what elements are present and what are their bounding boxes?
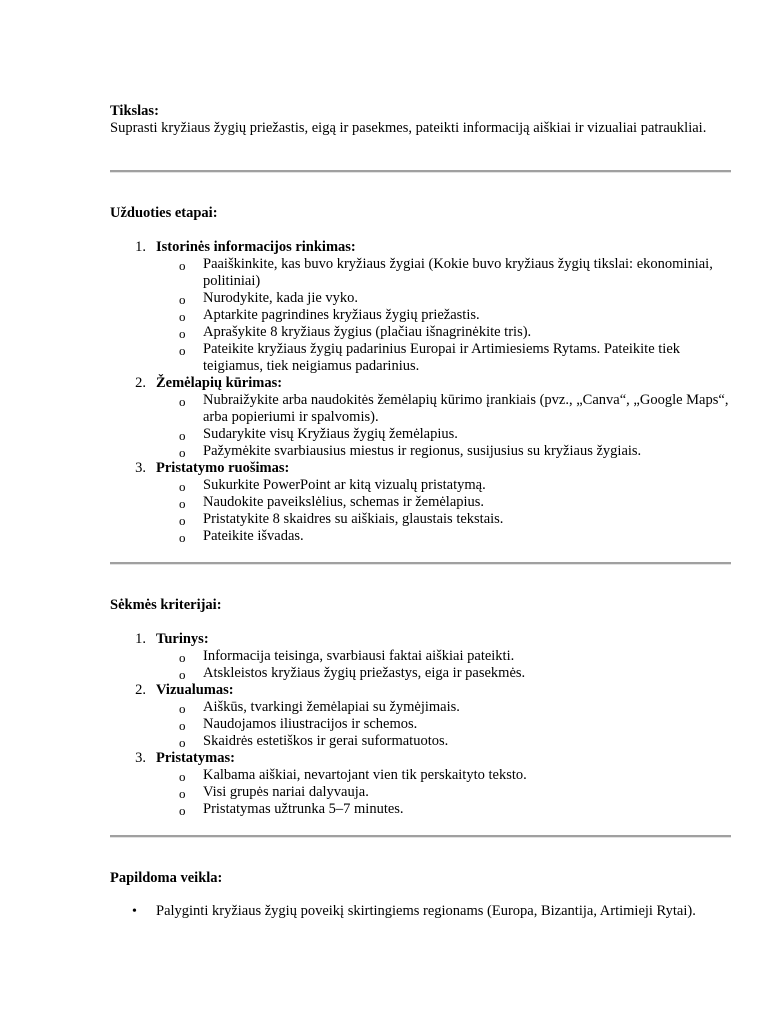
criteria-subitem: Informacija teisinga, svarbiausi faktai aiškiai pateikti.	[203, 648, 515, 664]
stages-subitem: Aprašykite 8 kryžiaus žygius (plačiau išnagrinėkite tris).	[203, 324, 532, 340]
stages-item-title: Žemėlapių kūrimas:	[156, 375, 283, 391]
stages-subitem: Pristatykite 8 skaidres su aiškiais, glaustais tekstais.	[203, 511, 504, 527]
stages-subitem: Nubraižykite arba naudokitės žemėlapių kūrimo įrankiais (pvz., „Canva“, „Google Maps“, arba popieriumi ir spalvomis).	[203, 392, 729, 425]
stages-subitem: Nurodykite, kada jie vyko.	[203, 290, 359, 306]
stages-item-title: Istorinės informacijos rinkimas:	[156, 239, 356, 255]
criteria-subitem: Atskleistos kryžiaus žygių priežastys, eiga ir pasekmės.	[203, 665, 526, 681]
sub-list-marker: o	[179, 496, 186, 511]
bullet-marker: •	[132, 904, 137, 919]
sub-list-marker: o	[179, 479, 186, 494]
sub-list-marker: o	[179, 513, 186, 528]
criteria-item-number: 3.	[135, 750, 146, 766]
criteria-subitem: Naudojamos iliustracijos ir schemos.	[203, 716, 418, 732]
section-divider	[110, 562, 731, 565]
criteria-item-title: Vizualumas:	[156, 682, 234, 698]
sub-list-marker: o	[179, 650, 186, 665]
stages-subitem: Sukurkite PowerPoint ar kitą vizualų pristatymą.	[203, 477, 486, 493]
sub-list-marker: o	[179, 769, 186, 784]
sub-list-marker: o	[179, 803, 186, 818]
stages-item-number: 2.	[135, 375, 146, 391]
sub-list-marker: o	[179, 394, 186, 409]
stages-heading: Užduoties etapai:	[110, 205, 218, 221]
section-divider	[110, 835, 731, 838]
sub-list-marker: o	[179, 428, 186, 443]
criteria-item-title: Turinys:	[156, 631, 209, 647]
sub-list-marker: o	[179, 292, 186, 307]
criteria-subitem: Skaidrės estetiškos ir gerai suformatuotos.	[203, 733, 449, 749]
sub-list-marker: o	[179, 343, 186, 358]
stages-subitem: Paaiškinkite, kas buvo kryžiaus žygiai (Kokie buvo kryžiaus žygių tikslai: ekonominiai, politiniai)	[203, 256, 713, 289]
stages-item-number: 1.	[135, 239, 146, 255]
sub-list-marker: o	[179, 786, 186, 801]
criteria-item-number: 2.	[135, 682, 146, 698]
goal-text: Suprasti kryžiaus žygių priežastis, eigą ir pasekmes, pateikti informaciją aiškiai ir vizualiai patraukliai.	[110, 120, 707, 136]
sub-list-marker: o	[179, 326, 186, 341]
sub-list-marker: o	[179, 530, 186, 545]
criteria-subitem: Pristatymas užtrunka 5–7 minutes.	[203, 801, 404, 817]
section-divider	[110, 170, 731, 173]
criteria-item-title: Pristatymas:	[156, 750, 235, 766]
criteria-subitem: Kalbama aiškiai, nevartojant vien tik perskaityto teksto.	[203, 767, 527, 783]
criteria-subitem: Visi grupės nariai dalyvauja.	[203, 784, 369, 800]
stages-subitem: Pateikite kryžiaus žygių padarinius Europai ir Artimiesiems Rytams. Pateikite tiek teigiamus, tiek neigiamus padarinius.	[203, 341, 681, 374]
criteria-item-number: 1.	[135, 631, 146, 647]
stages-subitem: Aptarkite pagrindines kryžiaus žygių priežastis.	[203, 307, 480, 323]
stages-subitem: Pateikite išvadas.	[203, 528, 304, 544]
extra-item: Palyginti kryžiaus žygių poveikį skirtingiems regionams (Europa, Bizantija, Artimieji Rytai).	[156, 903, 696, 919]
sub-list-marker: o	[179, 701, 186, 716]
criteria-subitem: Aiškūs, tvarkingi žemėlapiai su žymėjimais.	[203, 699, 460, 715]
stages-item-number: 3.	[135, 460, 146, 476]
stages-subitem: Naudokite paveikslėlius, schemas ir žemėlapius.	[203, 494, 485, 510]
criteria-heading: Sėkmės kriterijai:	[110, 597, 222, 613]
extra-heading: Papildoma veikla:	[110, 870, 223, 886]
sub-list-marker: o	[179, 445, 186, 460]
stages-subitem: Sudarykite visų Kryžiaus žygių žemėlapius.	[203, 426, 458, 442]
stages-item-title: Pristatymo ruošimas:	[156, 460, 290, 476]
sub-list-marker: o	[179, 309, 186, 324]
sub-list-marker: o	[179, 735, 186, 750]
sub-list-marker: o	[179, 718, 186, 733]
stages-subitem: Pažymėkite svarbiausius miestus ir regionus, susijusius su kryžiaus žygiais.	[203, 443, 642, 459]
sub-list-marker: o	[179, 258, 186, 273]
sub-list-marker: o	[179, 667, 186, 682]
goal-heading: Tikslas:	[110, 103, 159, 119]
